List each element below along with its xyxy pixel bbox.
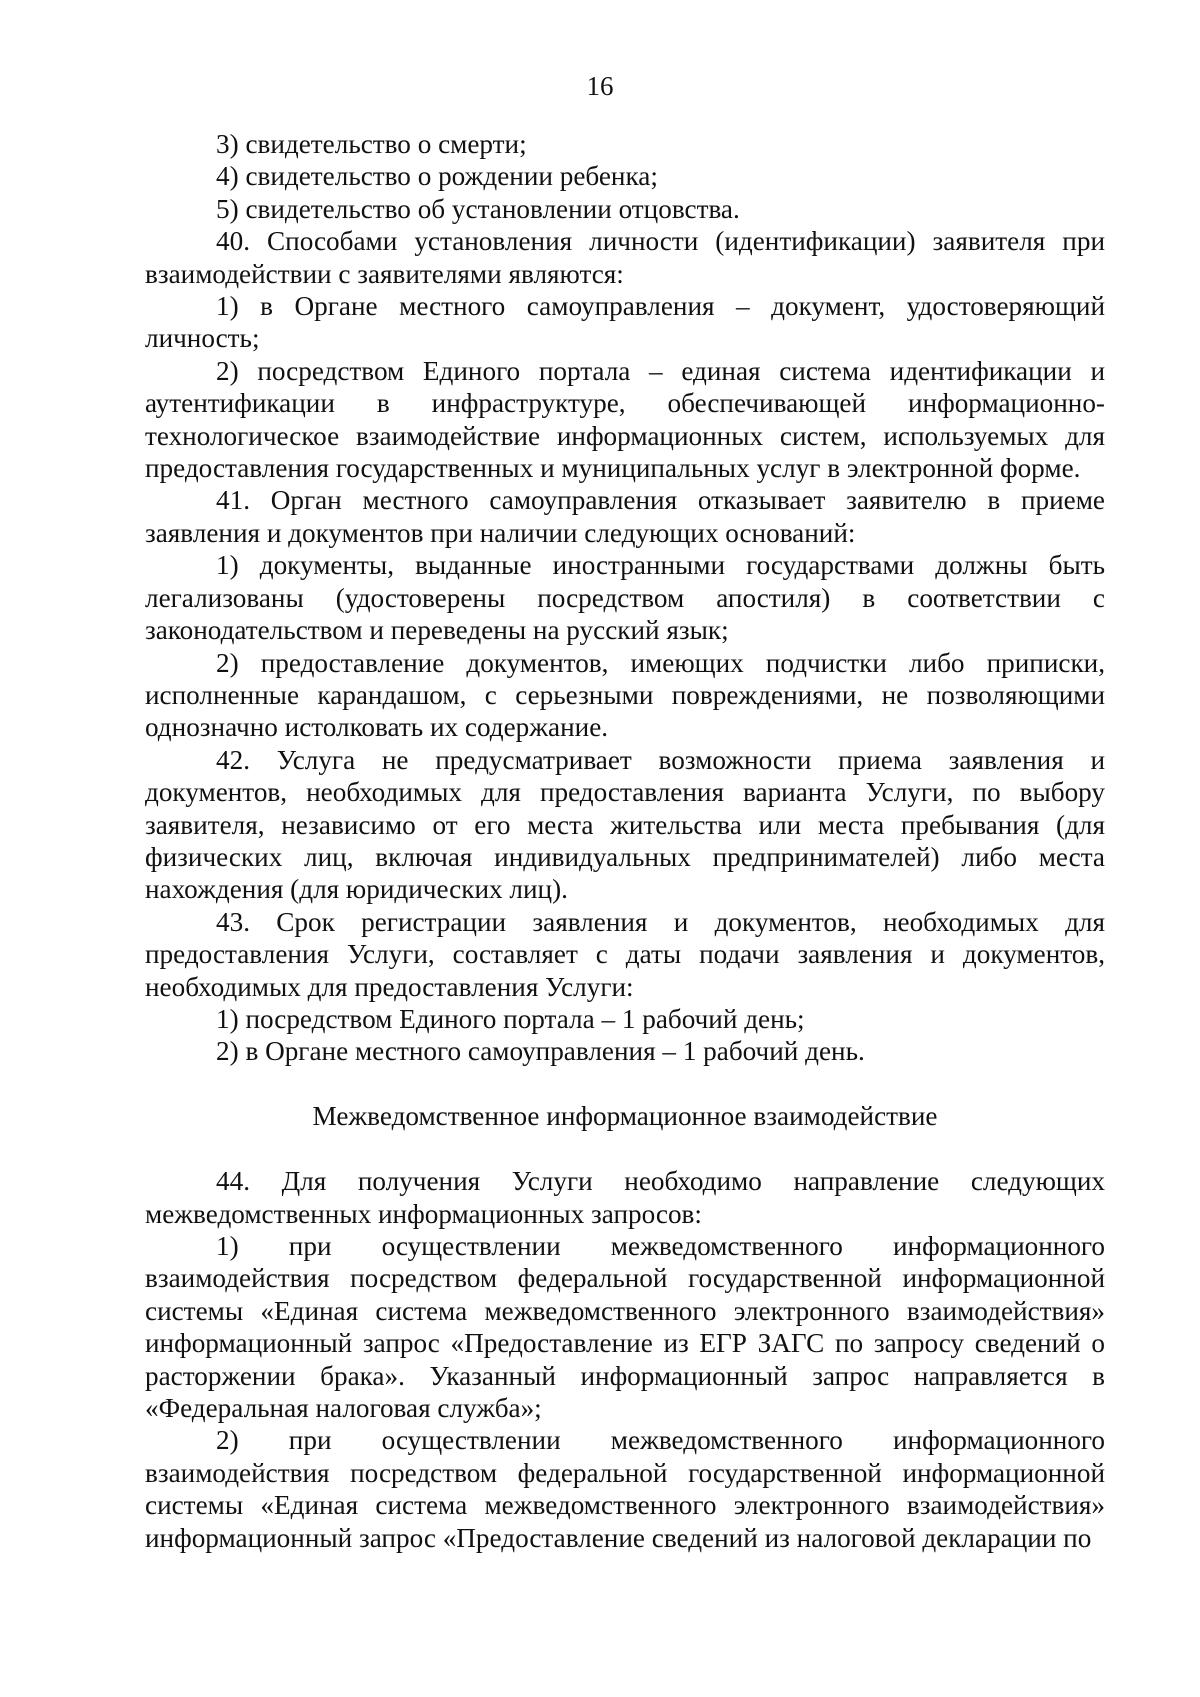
- page-number: 16: [586, 71, 614, 101]
- clause-43: 43. Срок регистрации заявления и документов, необходимых для предоставления Услуги, составляет с даты подачи заявления и документов, необходимых для предоставления Услуги:: [145, 906, 1105, 1002]
- section-heading: Межведомственное информационное взаимодействие: [312, 1100, 938, 1131]
- list-item: 1) в Органе местного самоуправления – документ, удостоверяющий личность;: [145, 291, 1105, 354]
- list-item: 2) предоставление документов, имеющих подчистки либо приписки, исполненные карандашом, с серьезными повреждениями, не позволяющими однозначно истолковать их содержание.: [145, 647, 1105, 743]
- list-item: 2) посредством Единого портала – единая система идентификации и аутентификации в инфраструктуре, обеспечивающей информационно-технологическое взаимодействие информационных систем, используемых для предоставления государственных и муниципальных услуг в электронной форме.: [145, 355, 1105, 484]
- list-item: 1) документы, выданные иностранными государствами должны быть легализованы (удостоверены посредством апостиля) в соответствии с законодательством и переведены на русский язык;: [145, 550, 1105, 646]
- list-item: 4) свидетельство о рождении ребенка;: [216, 161, 658, 192]
- list-item: 3) свидетельство о смерти;: [216, 129, 527, 159]
- clause-41: 41. Орган местного самоуправления отказывает заявителю в приеме заявления и документов при наличии следующих оснований:: [145, 485, 1105, 548]
- clause-42: 42. Услуга не предусматривает возможности приема заявления и документов, необходимых для предоставления варианта Услуги, по выбору заявителя, независимо от его места жительства или места пребывания (для физических лиц, включая индивидуальных предпринимателей) либо места нахождения (для юридических лиц).: [145, 744, 1105, 905]
- clause-40: 40. Способами установления личности (идентификации) заявителя при взаимодействии с заявителями являются:: [145, 226, 1105, 289]
- list-item: 1) посредством Единого портала – 1 рабочий день;: [216, 1003, 805, 1034]
- list-item: 2) при осуществлении межведомственного информационного взаимодействия посредством федеральной государственной информационной системы «Единая система межведомственного электронного взаимодействия» информационный запрос «Предоставление сведений из налоговой декларации по: [145, 1425, 1105, 1553]
- list-item: 2) в Органе местного самоуправления – 1 рабочий день.: [216, 1036, 865, 1067]
- list-item: 5) свидетельство об установлении отцовства.: [216, 193, 740, 224]
- list-item: 1) при осуществлении межведомственного информационного взаимодействия посредством федеральной государственной информационной системы «Единая система межведомственного электронного взаимодействия» информационный запрос «Предоставление из ЕГР ЗАГС по запросу сведений о расторжении брака». Указанный информационный запрос направляется в «Федеральная налоговая служба»;: [145, 1231, 1105, 1424]
- document-body: [145, 128, 1105, 1554]
- clause-44: 44. Для получения Услуги необходимо направление следующих межведомственных информационных запросов:: [145, 1166, 1105, 1229]
